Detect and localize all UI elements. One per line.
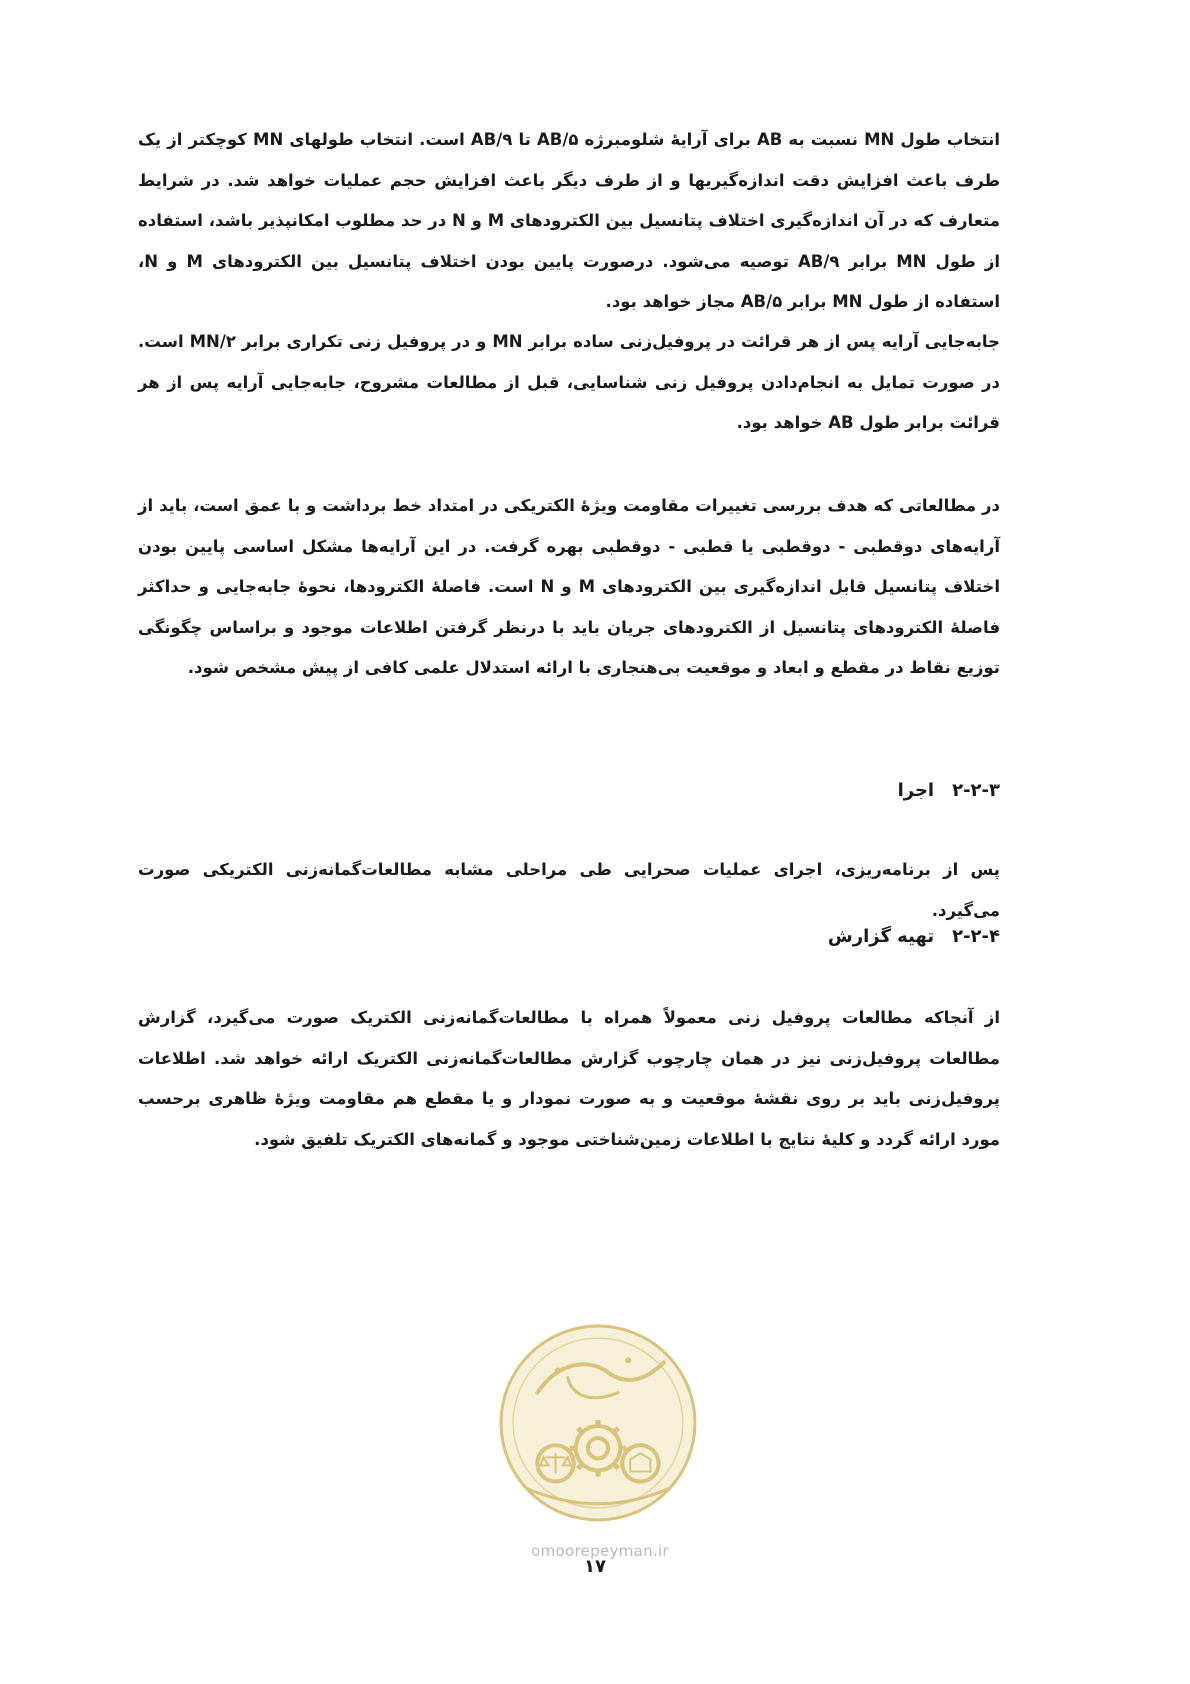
section-heading-report: [828, 922, 1000, 952]
paragraph-report: از آنجاکه مطالعات پروفیل زنی معمولاً همراه با مطالعات‌گمانه‌زنی الکتریک صورت می‌گیرد، گزارش مطالعات پروفیل‌زنی نیز در همان چارچوب گزارش مطالعات‌گمانه‌زنی الکتریک ارائه خواهد شد. اطلاعات پروفیل‌زنی باید بر روی نقشهٔ موقعیت و به صورت نمودار و یا مقطع هم مقاومت ویژهٔ ظاهری برحسب مورد ارائه گردد و کلیهٔ نتایج با اطلاعات زمین‌شناختی موجود و گمانه‌های الکتریک تلفیق شود.: [138, 1008, 1000, 1149]
paragraph-execution: پس از برنامه‌ریزی، اجرای عملیات صحرایی طی مراحلی مشابه مطالعات‌گمانه‌زنی الکتریکی صورت می‌گیرد.: [138, 860, 1000, 920]
section-number: ۲-۲-۴: [952, 926, 1000, 947]
paragraph-array-shift: جابه‌جایی آرایه پس از هر قرائت در پروفیل‌زنی ساده برابر MN و در پروفیل زنی تکراری برابر MN/۲ است. در صورت تمایل به انجام‌دادن پروفیل زنی شناسایی، قبل از مطالعات مشروح، جابه‌جایی آرایه پس از هر قرائت برابر طول AB خواهد بود.: [138, 332, 1000, 432]
gear-scales-logo-icon: [497, 1322, 699, 1524]
paragraph-mn-length: انتخاب طول MN نسبت به AB برای آرایهٔ شلومبرژه AB/۵ تا AB/۹ است. انتخاب طولهای MN کوچکتر از یک طرف باعث افزایش دقت اندازه‌گیریها و از طرف دیگر باعث افزایش حجم عملیات خواهد شد. در شرایط متعارف که در آن اندازه‌گیری اختلاف پتانسیل بین الکترودهای M و N در حد مطلوب امکانپذیر باشد، استفاده از طول MN برابر AB/۹ توصیه می‌شود. درصورت پایین بودن اختلاف پتانسیل بین الکترودهای M و N، استفاده از طول MN برابر AB/۵ مجاز خواهد بود.: [138, 130, 1000, 311]
page-number: ۱۷: [584, 1556, 606, 1577]
paragraph-dipole-arrays: در مطالعاتی که هدف بررسی تغییرات مقاومت ویژهٔ الکتریکی در امتداد خط برداشت و با عمق است، باید از آرایه‌های دوقطبی - دوقطبی یا قطبی - دوقطبی بهره گرفت. در این آرایه‌ها مشکل اساسی پایین بودن اختلاف پتانسیل قابل اندازه‌گیری بین الکترودهای M و N است. فاصلهٔ الکترودها، نحوهٔ جابه‌جایی و حداکثر فاصلهٔ الکترودهای پتانسیل از الکترودهای جریان باید با درنظر گرفتن اطلاعات موجود و براساس چگونگی توزیع نقاط در مقطع و ابعاد و موقعیت بی‌هنجاری با ارائه استدلال علمی کافی از پیش مشخص شود.: [138, 496, 1000, 677]
section-title: اجرا: [897, 780, 935, 801]
section-number: ۲-۲-۳: [952, 780, 1000, 801]
section-title: تهیه گزارش: [827, 926, 935, 947]
watermark-website: omoorepeyman.ir: [531, 1542, 669, 1560]
section-heading-execution: [898, 776, 1000, 806]
